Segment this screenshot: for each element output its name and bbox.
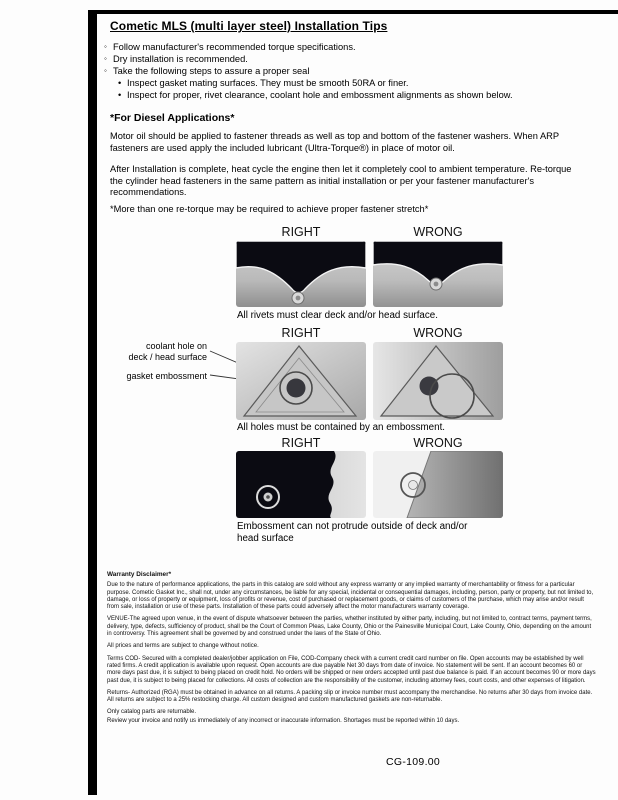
diagram-holes-right bbox=[236, 342, 366, 420]
diagram-embossment-right bbox=[236, 451, 366, 518]
proper-seal-sublist bbox=[118, 77, 513, 101]
diagram-embossment-wrong bbox=[373, 451, 503, 518]
warranty-paragraph: Review your invoice and notify us immediately of any incorrect or inaccurate information. Shortages must be reported within 10 days. bbox=[107, 717, 460, 724]
embossment-caption: Embossment can not protrude outside of deck and/or head surface bbox=[237, 521, 468, 544]
coolant-hole-callout bbox=[105, 341, 207, 362]
page-number: CG-109.00 bbox=[386, 756, 441, 768]
diagram-rivets-right bbox=[236, 241, 366, 307]
retorque-note: *More than one re-torque may be required to achieve proper fastener stretch* bbox=[110, 204, 429, 214]
wrong-label: WRONG bbox=[413, 436, 463, 450]
right-label: RIGHT bbox=[281, 326, 321, 340]
warranty-heading: Warranty Disclaimer* bbox=[107, 571, 172, 578]
list-item: ◦ Take the following steps to assure a proper seal bbox=[104, 65, 513, 77]
coolant-hole-callout-line2: deck / head surface bbox=[128, 351, 207, 362]
gasket-embossment-callout: gasket embossment bbox=[126, 371, 207, 381]
holes-caption: All holes must be contained by an embossment. bbox=[237, 422, 446, 433]
page-border-top bbox=[92, 10, 618, 14]
list-item: • Inspect gasket mating surfaces. They must be smooth 50RA or finer. bbox=[118, 77, 513, 89]
coolant-hole-callout-line1: coolant hole on bbox=[145, 341, 207, 351]
warranty-section bbox=[107, 571, 597, 730]
wrong-label: WRONG bbox=[413, 225, 463, 239]
installation-tips-list bbox=[104, 41, 513, 101]
warranty-paragraph: VENUE-The agreed upon venue, in the event of dispute whatsoever between the parties, whether instituted by either party, including, but not limited to, contract terms, payment terms, delivery, type, defects, sufficiency of product, shall be the Court of Common Pleas, Lake County, Ohio or the Painesville Municipal Court, Lake County, Ohio, depending on the amount in controversy. This agreement shall be governed by and construed under the laws of the State of Ohio. bbox=[107, 616, 592, 638]
list-item: • Inspect for proper, rivet clearance, coolant hole and embossment alignments as shown below. bbox=[118, 89, 513, 101]
right-label: RIGHT bbox=[281, 225, 321, 239]
warranty-paragraph: Returns- Authorized (RGA) must be obtained in advance on all returns. A packing slip or invoice number must accompany the merchandise. No returns after 30 days from invoice date. All returns are subject to a 25% restocking charge. All custom designed and custom manufactured gaskets are non-returnable. bbox=[107, 689, 593, 704]
warranty-paragraph: Terms COD- Secured with a completed dealer/jobber application on File, COD-Company check with a current credit card number on file. Open accounts may be established by well rated firms. A credit application is available upon request. Open accounts are due payable Net 30 days from date of invoice. No statement will be sent. If an account becomes 60 or more days past due, it is subject to being placed on credit hold. No orders will be shipped or new orders accepted until past due balance is paid. If an account becomes 90 or more days past due, it is subject to being placed for collections. All costs of collection are the responsibility of the customer, including attorney fees, court costs, and other expenses of litigation. bbox=[107, 655, 596, 684]
diesel-paragraph-motor-oil: Motor oil should be applied to fastener threads as well as top and bottom of the fastener washers. When ARP fasteners are used apply the included lubricant (Ultra-Torque®) in place of motor oil. bbox=[110, 131, 559, 153]
page-title: Cometic MLS (multi layer steel) Installation Tips bbox=[110, 19, 388, 33]
warranty-paragraph: All prices and terms are subject to change without notice. bbox=[107, 643, 259, 650]
list-item: ◦ Dry installation is recommended. bbox=[104, 53, 513, 65]
rivets-caption: All rivets must clear deck and/or head surface. bbox=[237, 310, 438, 321]
diagram-rivets-wrong bbox=[373, 241, 503, 307]
diagram-holes-wrong bbox=[373, 342, 503, 420]
diesel-applications-heading: *For Diesel Applications* bbox=[110, 112, 235, 124]
page-border-left bbox=[88, 10, 97, 795]
wrong-label: WRONG bbox=[413, 326, 463, 340]
warranty-paragraph: Due to the nature of performance applications, the parts in this catalog are sold without any express warranty or any implied warranty of merchantability or fitness for a particular purpose. Cometic Gasket Inc., shall not, under any circumstances, be liable for any special, incidental or consequential damages, including, person, party or property, but not limited to, damage, or loss of property or equipment, loss of profits or revenue, cost of purchased or replacement goods, or claims of customers of the purchase, which may arise and/or result from sale, installation or use of these parts. Installation of these parts could adversely affect the motor manufacturers warranty coverage. bbox=[107, 582, 594, 611]
list-item: ◦ Follow manufacturer's recommended torque specifications. bbox=[104, 41, 513, 53]
diesel-paragraph-heat-cycle: After Installation is complete, heat cycle the engine then let it completely cool to ambient temperature. Re-torque the cylinder head fasteners in the same pattern as initial installation or per your fastener manufacturer's recommendations. bbox=[110, 164, 572, 198]
right-label: RIGHT bbox=[281, 436, 321, 450]
warranty-paragraph: Only catalog parts are returnable. bbox=[107, 709, 197, 716]
